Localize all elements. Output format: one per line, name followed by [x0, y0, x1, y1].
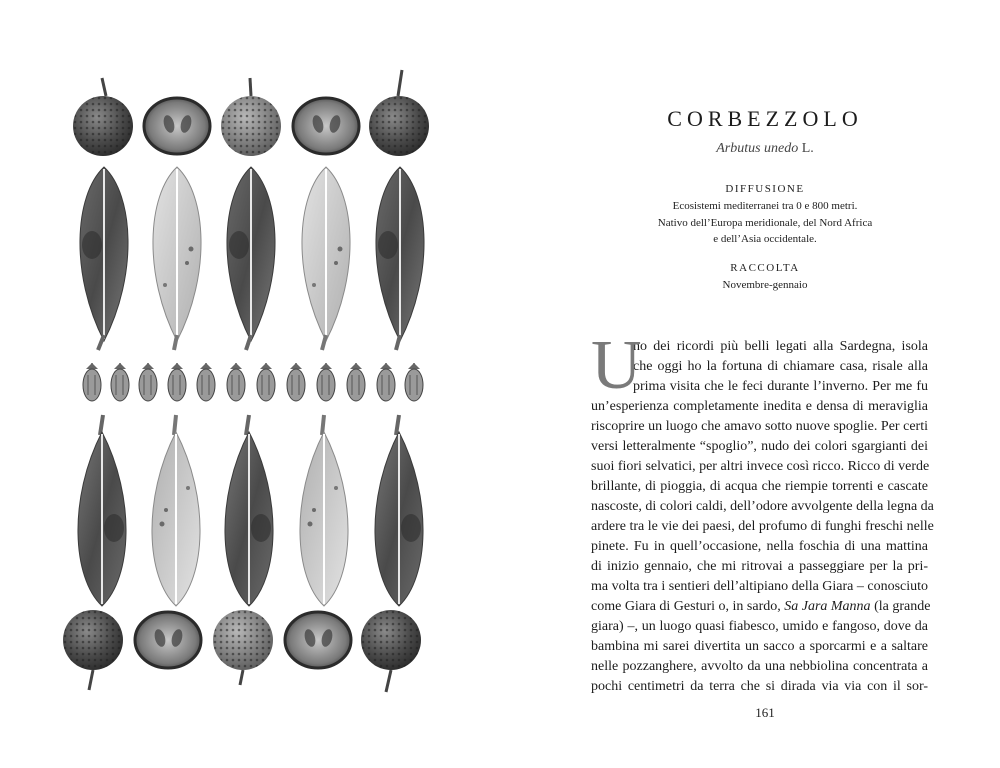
body-line: un’esperienza completamente inedita e densa di meraviglia [591, 399, 928, 414]
section-body-diffusione [600, 198, 930, 248]
bottom-fruit-row [63, 610, 421, 692]
section-heading-raccolta: RACCOLTA [730, 262, 800, 274]
section-line: Novembre-gennaio [722, 279, 808, 291]
section-heading-diffusione: DIFFUSIONE [725, 183, 805, 195]
drop-cap: U [591, 327, 642, 404]
body-line: nelle pozzanghere, avvolto da una nebbiolina concentrata a [591, 659, 928, 674]
body-line: ma volta tra i sentieri dell’altipiano della Giara – conosciuto [591, 579, 929, 594]
body-line-end: (la grande [870, 599, 931, 614]
top-fruit-row [73, 70, 429, 156]
body-line-start: come Giara di Gesturi o, in sardo, [591, 599, 785, 614]
author-abbreviation: L. [801, 141, 814, 156]
body-line: pochi centimetri da terra che si dirada via via con il sor- [591, 679, 928, 694]
body-line: nascoste, di colori caldi, dell’odore avvolgente della legna da [591, 499, 934, 514]
section-body-raccolta [600, 277, 930, 294]
body-line: versi letteralmente “spoglio”, nudo dei colori sgargianti dei [591, 439, 928, 454]
latin-name-italic: Arbutus unedo [716, 141, 799, 156]
body-line: che oggi ho la fortuna di chiamare casa, risale alla [633, 359, 928, 374]
arbutus-botanical-illustration [56, 60, 446, 710]
body-text [591, 327, 934, 697]
body-line: giara) –, un luogo quasi fiabesco, umido e fangoso, dove da [591, 619, 928, 634]
lower-leaf-row [78, 415, 423, 606]
section-line: Ecosistemi mediterranei tra 0 e 800 metri. [672, 200, 858, 212]
body-line: brillante, di pioggia, di acqua che riempie torrenti e cascate [591, 479, 928, 494]
page-title: CORBEZZOLO [667, 106, 863, 131]
body-line: ardere tra le vie dei paesi, del profumo di funghi freschi nelle [591, 519, 934, 534]
page-number: 161 [755, 705, 775, 720]
section-line: e dell’Asia occidentale. [713, 233, 817, 245]
body-line: di inizio gennaio, che mi ritrovai a passeggiare per la pri- [591, 559, 928, 574]
body-line: no dei ricordi più belli legati alla Sardegna, isola [633, 339, 928, 354]
section-line: Nativo dell’Europa meridionale, del Nord Africa [657, 216, 873, 229]
body-line [591, 597, 931, 617]
flower-bud-row [83, 363, 423, 401]
latin-name [600, 141, 930, 157]
body-line: prima visita che le feci durante l’inverno. Per me fu [633, 379, 928, 394]
body-line: riscoprire un luogo che amavo sotto nuove spoglie. Per certi [591, 419, 928, 434]
upper-leaf-row [80, 167, 424, 350]
body-line: suoi fiori selvatici, per altri invece così ricco. Ricco di verde [591, 459, 930, 474]
body-line: pinete. Fu in quell’occasione, nella foschia di una mattina [591, 539, 928, 554]
body-line: bambina mi sarei divertita un sacco a sporcarmi e a saltare [591, 639, 928, 654]
sardinian-name: Sa Jara Manna [784, 599, 871, 614]
